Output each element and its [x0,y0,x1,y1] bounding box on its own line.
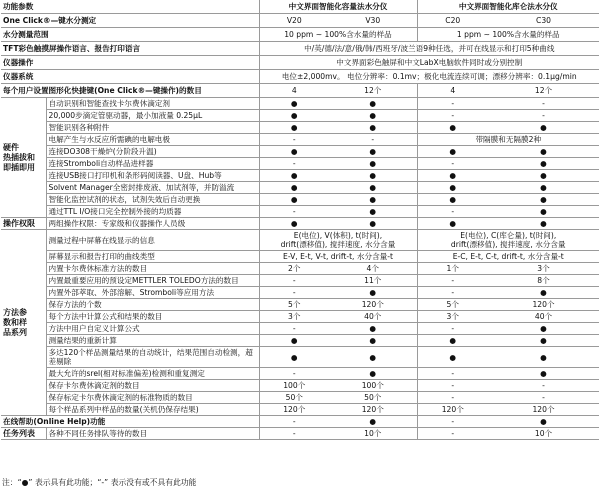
table-row [1,98,599,110]
display-info-volumetric: E(电位), V(体积), t(时间), drift(漂移值), 搅拌速度, 水分含量 [280,231,396,249]
row-label: 保存方法的个数 [46,299,259,311]
range-label: 水分测量范围 [1,28,259,42]
cell-c30: 120个 [488,404,599,416]
operation-value: 中文界面彩色触屏和中文LabX电脑软件同时或分别控制 [259,56,599,70]
row-label: 测量结果的重新计算 [46,335,259,347]
row-label: 连接USB接口打印机和条形码阅读器、U盘、Hub等 [46,170,259,182]
cell-v20: - [259,428,329,440]
header-volumetric-group: 中文界面智能化容量法水分仪 [259,0,417,14]
table-row [1,194,599,206]
cell-v20: ● [259,347,329,368]
cell-c20: - [417,392,488,404]
header-row [1,0,599,14]
row-label: 每个样品系列中样品的数量(关机仍保存结果) [46,404,259,416]
shortcut-label: 每个用户设置图形化快捷键(One Click®—键操作)的数目 [1,84,259,98]
row-label: 屏幕显示和报告打印的曲线类型 [46,251,259,263]
row-label: 每个方法中计算公式和结果的数目 [46,311,259,323]
cell-v30: ● [329,335,417,347]
table-row [1,347,599,368]
header-feature-label: 功能参数 [1,0,259,14]
cell-coulometric-group: 带隔膜和无隔膜2种 [417,134,599,146]
cell-v20: - [259,416,329,428]
range-row [1,28,599,42]
cell-v20: ● [259,170,329,182]
table-row [1,170,599,182]
cell-c30: - [488,110,599,122]
table-row [1,368,599,380]
system-label: 仪器系统 [1,70,259,84]
cell-v20: 3个 [259,311,329,323]
cell-v20: - [259,206,329,218]
display-info-coulometric: E(电位), C(库仑量), t(时间), drift(漂移值), 搅拌速度, 水分含量 [450,231,566,249]
cell-v30: ● [329,416,417,428]
shortcut-c20: 4 [417,84,488,98]
cell-v30: 50个 [329,392,417,404]
model-row [1,14,599,28]
language-label: TFT彩色触摸屏操作语言、报告打印语言 [1,42,259,56]
cell-volumetric-group [259,230,417,251]
cell-v30: ● [329,347,417,368]
row-label: 内置卡尔费休标准方法的数目 [46,263,259,275]
table-row [1,428,599,440]
cell-v30: ● [329,368,417,380]
cell-v20: ● [259,182,329,194]
cell-c20: ● [417,335,488,347]
cell-v30: 120个 [329,299,417,311]
shortcut-v30: 12个 [329,84,417,98]
cell-volumetric-group: E-V, E-t, V-t, drift-t, 水分含量-t [259,251,417,263]
operation-label: 仪器操作 [1,56,259,70]
operation-row [1,56,599,70]
cell-coulometric-group: E-C, E-t, C-t, drift-t, 水分含量-t [417,251,599,263]
cell-v20: - [259,368,329,380]
table-row [1,182,599,194]
row-label: 各种不同任务排队等待的数目 [46,428,259,440]
table-row [1,416,599,428]
cell-c20: - [417,323,488,335]
model-c30: C30 [488,14,599,28]
row-label: 电解产生与水反应所需碘的电解电极 [46,134,259,146]
shortcut-row [1,84,599,98]
cell-c30: ● [488,218,599,230]
row-label: 保存标定卡尔费休滴定剂的标准物质的数目 [46,392,259,404]
section-online-help: 在线帮助(Online Help)功能 [1,416,259,428]
cell-c30: ● [488,182,599,194]
system-row [1,70,599,84]
cell-c20: 3个 [417,311,488,323]
cell-v30: ● [329,98,417,110]
row-label: 多达120个样品测量结果的自动统计，结果范围自动检测，超差剔除 [46,347,259,368]
table-row [1,230,599,251]
cell-c20: 1个 [417,263,488,275]
table-row [1,110,599,122]
row-label: 20,000步滴定管驱动器，最小加液量 0.25μL [46,110,259,122]
footnote: 注：“●” 表示具有此功能；“-” 表示没有或不具有此功能 [2,478,197,487]
row-label: 智能化监控试剂的状态，试剂失效后自动更换 [46,194,259,206]
cell-v30: ● [329,194,417,206]
cell-v30: ● [329,122,417,134]
language-row [1,42,599,56]
cell-c30: ● [488,170,599,182]
cell-c20: - [417,368,488,380]
row-label: 测量过程中屏幕在线显示的信息 [46,230,259,251]
table-row [1,218,599,230]
row-label: 内置最重要应用的预设定METTLER TOLEDO方法的数目 [46,275,259,287]
table-row [1,299,599,311]
cell-c20: - [417,416,488,428]
row-label: 自动识别和智能查找卡尔费休滴定剂 [46,98,259,110]
cell-v20: - [259,323,329,335]
cell-c30: ● [488,194,599,206]
section-ops: 操作权限 [1,218,46,230]
model-v30: V30 [329,14,417,28]
row-label: Solvent Manager全密封排废液、加试剂等，并防溢流 [46,182,259,194]
cell-v20: ● [259,335,329,347]
cell-c30: ● [488,335,599,347]
cell-v30: ● [329,206,417,218]
table-row [1,323,599,335]
cell-v30: ● [329,287,417,299]
cell-v20: - [259,275,329,287]
cell-c20: - [417,206,488,218]
cell-c30: ● [488,416,599,428]
cell-c20: - [417,158,488,170]
cell-v20: 50个 [259,392,329,404]
section-methods [1,230,46,416]
cell-v30: 11个 [329,275,417,287]
table-row [1,311,599,323]
cell-c30: ● [488,323,599,335]
cell-c20: - [417,110,488,122]
cell-coulometric-group [417,230,599,251]
cell-v20: 5个 [259,299,329,311]
table-row [1,251,599,263]
cell-v20: ● [259,122,329,134]
cell-c30: ● [488,287,599,299]
cell-v30: 100个 [329,380,417,392]
cell-c20: ● [417,122,488,134]
section-tasks: 任务列表 [1,428,46,440]
cell-c20: ● [417,170,488,182]
cell-c30: - [488,380,599,392]
cell-v30: ● [329,146,417,158]
cell-c20: - [417,98,488,110]
cell-c30: ● [488,368,599,380]
row-label: 连接Stromboli自动样品进样器 [46,158,259,170]
cell-c30: ● [488,347,599,368]
table-row [1,287,599,299]
cell-v20: 2个 [259,263,329,275]
system-value: 电位±2,000mv。 电位分辨率：0.1mv；极化电流连续可调；漂移分辨率：0.1μg/min [259,70,599,84]
cell-v30: ● [329,182,417,194]
cell-v20: 120个 [259,404,329,416]
cell-c30: 10个 [488,428,599,440]
cell-v30: 4个 [329,263,417,275]
cell-v30: ● [329,323,417,335]
shortcut-v20: 4 [259,84,329,98]
section-hardware [1,98,46,218]
cell-c20: 5个 [417,299,488,311]
row-label: 通过TTL I/O接口完全控制外接的均质器 [46,206,259,218]
cell-c30: ● [488,206,599,218]
cell-v30: ● [329,218,417,230]
cell-v20: ● [259,194,329,206]
cell-c20: ● [417,182,488,194]
cell-c30: 8个 [488,275,599,287]
table-row [1,206,599,218]
cell-v20: ● [259,98,329,110]
cell-c20: - [417,380,488,392]
cell-c20: ● [417,194,488,206]
cell-c30: 40个 [488,311,599,323]
header-coulometric-group: 中文界面智能化库仑法水分仪 [417,0,599,14]
cell-c20: 120个 [417,404,488,416]
table-row [1,263,599,275]
table-row [1,134,599,146]
cell-c20: - [417,287,488,299]
table-row [1,404,599,416]
table-row [1,380,599,392]
row-label: 智能识别各种附件 [46,122,259,134]
cell-c30: - [488,392,599,404]
cell-c20: - [417,275,488,287]
cell-v30: ● [329,170,417,182]
cell-v20: ● [259,110,329,122]
cell-c30: ● [488,122,599,134]
table-row [1,275,599,287]
table-row [1,158,599,170]
model-v20: V20 [259,14,329,28]
cell-v20: ● [259,146,329,158]
cell-c30: ● [488,158,599,170]
row-label: 内置外部萃取、外部溶解、Stromboli等应用方法 [46,287,259,299]
cell-c20: ● [417,218,488,230]
language-value: 中/英/德/法/意/俄/韩/西班牙/波兰语9种任选，并可在线显示和打印5种曲线 [259,42,599,56]
row-label: 方法中用户自定义计算公式 [46,323,259,335]
cell-v20: - [259,158,329,170]
cell-v20: - [259,134,329,146]
table-row [1,146,599,158]
cell-v30: 120个 [329,404,417,416]
cell-v30: - [329,134,417,146]
table-row [1,122,599,134]
section-methods-label: 方法参 数和样 品系列 [3,307,27,337]
range-coulometric: 1 ppm ~ 100%含水量的样品 [417,28,599,42]
row-label: 两组操作权限：专家级和仪器操作人员级 [46,218,259,230]
model-row-label: One Click®—键水分测定 [1,14,259,28]
table-row [1,392,599,404]
spec-table [1,0,599,440]
range-volumetric: 10 ppm ~ 100%含水量的样品 [259,28,417,42]
cell-c30: ● [488,146,599,158]
cell-c20: - [417,428,488,440]
row-label: 保存卡尔费休滴定剂的数目 [46,380,259,392]
model-c20: C20 [417,14,488,28]
cell-v20: 100个 [259,380,329,392]
table-row [1,335,599,347]
cell-v30: 10个 [329,428,417,440]
cell-c30: 3个 [488,263,599,275]
cell-c30: - [488,98,599,110]
cell-c20: ● [417,347,488,368]
cell-c30: 120个 [488,299,599,311]
cell-v30: 40个 [329,311,417,323]
cell-v30: ● [329,158,417,170]
row-label: 最大允许的srel(相对标准偏差)检测和重复测定 [46,368,259,380]
cell-c20: ● [417,146,488,158]
shortcut-c30: 12个 [488,84,599,98]
cell-v20: ● [259,218,329,230]
cell-v20: - [259,287,329,299]
section-hardware-label: 硬件 热插拔和 即插即用 [3,142,35,172]
row-label: 连接DO308干燥炉(分阶段升温) [46,146,259,158]
cell-v30: ● [329,110,417,122]
